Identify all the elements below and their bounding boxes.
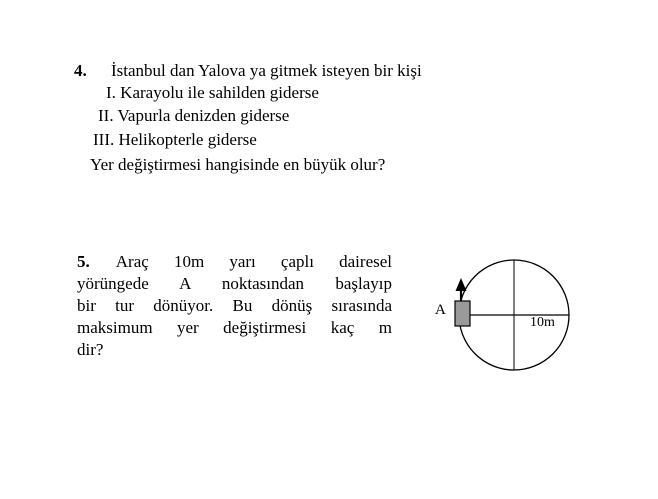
vehicle-block bbox=[455, 301, 470, 326]
point-a-label: A bbox=[435, 302, 446, 318]
question-4-number: 4. bbox=[74, 61, 87, 80]
question-4-option-2: II. Vapurla denizden giderse bbox=[98, 106, 290, 125]
question-5-line-2: yörüngede A noktasından başlayıp bbox=[77, 274, 392, 293]
question-5-line-1-text: Araç 10m yarı çaplı dairesel bbox=[115, 252, 392, 271]
direction-arrow-icon bbox=[456, 278, 467, 291]
question-5-line-5: dir? bbox=[77, 340, 104, 359]
question-5-number: 5. bbox=[77, 252, 90, 271]
question-4-option-1: I. Karayolu ile sahilden giderse bbox=[106, 83, 319, 102]
question-4-option-3: III. Helikopterle giderse bbox=[93, 130, 257, 149]
question-5-line-3: bir tur dönüyor. Bu dönüş sırasında bbox=[77, 296, 392, 315]
question-4-stem: İstanbul dan Yalova ya gitmek isteyen bir kişi bbox=[111, 61, 422, 80]
radius-label: 10m bbox=[530, 315, 555, 330]
question-4-prompt: Yer değiştirmesi hangisinde en büyük olur? bbox=[90, 155, 386, 174]
question-5-line-4: maksimum yer değiştirmesi kaç m bbox=[77, 318, 392, 337]
